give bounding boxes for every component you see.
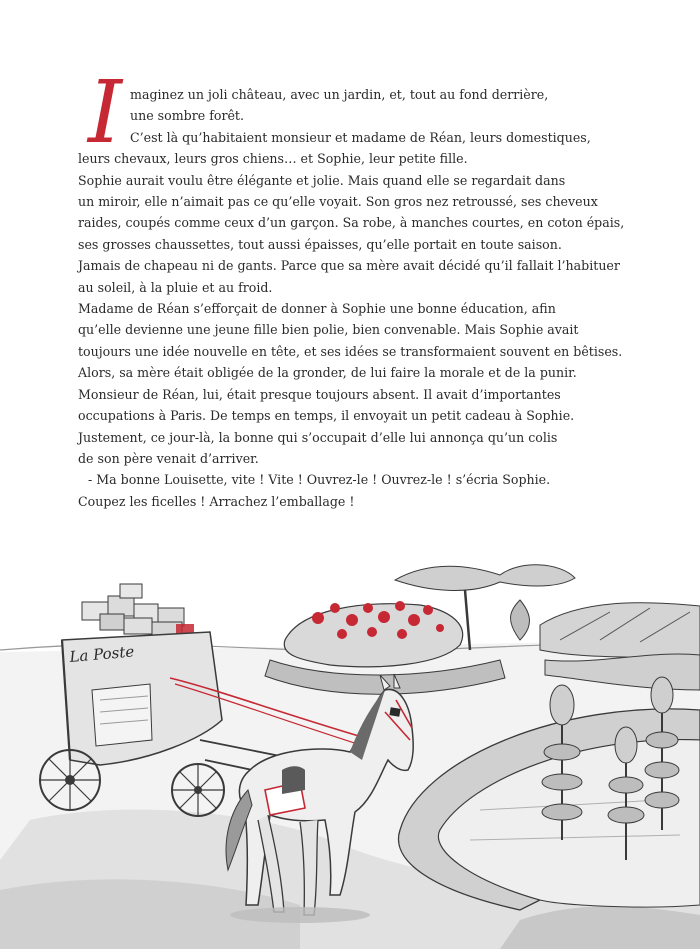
story-line: ses grosses chaussettes, tout aussi épaisses, qu’elle portait en toute saison.	[78, 236, 562, 252]
story-line: un miroir, elle n’aimait pas ce qu’elle voyait. Son gros nez retroussé, ses cheveux	[78, 194, 598, 210]
story-line: Sophie aurait voulu être élégante et jolie. Mais quand elle se regardait dans	[78, 172, 566, 188]
story-line: - Ma bonne Louisette, vite ! Vite ! Ouvrez-le ! Ouvrez-le ! s’écria Sophie.	[88, 472, 551, 488]
story-line: Alors, sa mère était obligée de la gronder, de lui faire la morale et de la punir.	[78, 365, 577, 381]
story-line: Jamais de chapeau ni de gants. Parce que sa mère avait décidé qu’il fallait l’habituer	[78, 258, 620, 274]
story-line: Coupez les ficelles ! Arrachez l’emballage !	[78, 493, 355, 509]
illustration	[0, 540, 700, 949]
story-line: Justement, ce jour-là, la bonne qui s’occupait d’elle lui annonça qu’un colis	[78, 429, 558, 445]
story-line: leurs chevaux, leurs gros chiens… et Sophie, leur petite fille.	[78, 151, 468, 167]
story-line: maginez un joli château, avec un jardin, et, tout au fond derrière,	[130, 87, 549, 102]
story-line: Madame de Réan s’efforçait de donner à Sophie une bonne éducation, afin	[78, 301, 556, 317]
story-line: Monsieur de Réan, lui, était presque toujours absent. Il avait d’importantes	[78, 386, 561, 402]
story-line: toujours une idée nouvelle en tête, et ses idées se transformaient souvent en bêtises.	[78, 343, 623, 359]
story-line: au soleil, à la pluie et au froid.	[78, 279, 273, 295]
story-text	[78, 84, 638, 512]
story-line: de son père venait d’arriver.	[78, 450, 259, 466]
story-line: C’est là qu’habitaient monsieur et madame de Réan, leurs domestiques,	[130, 129, 591, 145]
parcels	[82, 584, 194, 636]
story-line: qu’elle devienne une jeune fille bien polie, bien convenable. Mais Sophie avait	[78, 322, 579, 338]
story-line: une sombre forêt.	[130, 108, 244, 124]
drop-cap: I	[88, 63, 122, 163]
story-line: raides, coupés comme ceux d’un garçon. Sa robe, à manches courtes, en coton épais,	[78, 215, 625, 231]
story-line: occupations à Paris. De temps en temps, il envoyait un petit cadeau à Sophie.	[78, 408, 575, 424]
carriage-sign-text: La Poste	[68, 642, 135, 666]
